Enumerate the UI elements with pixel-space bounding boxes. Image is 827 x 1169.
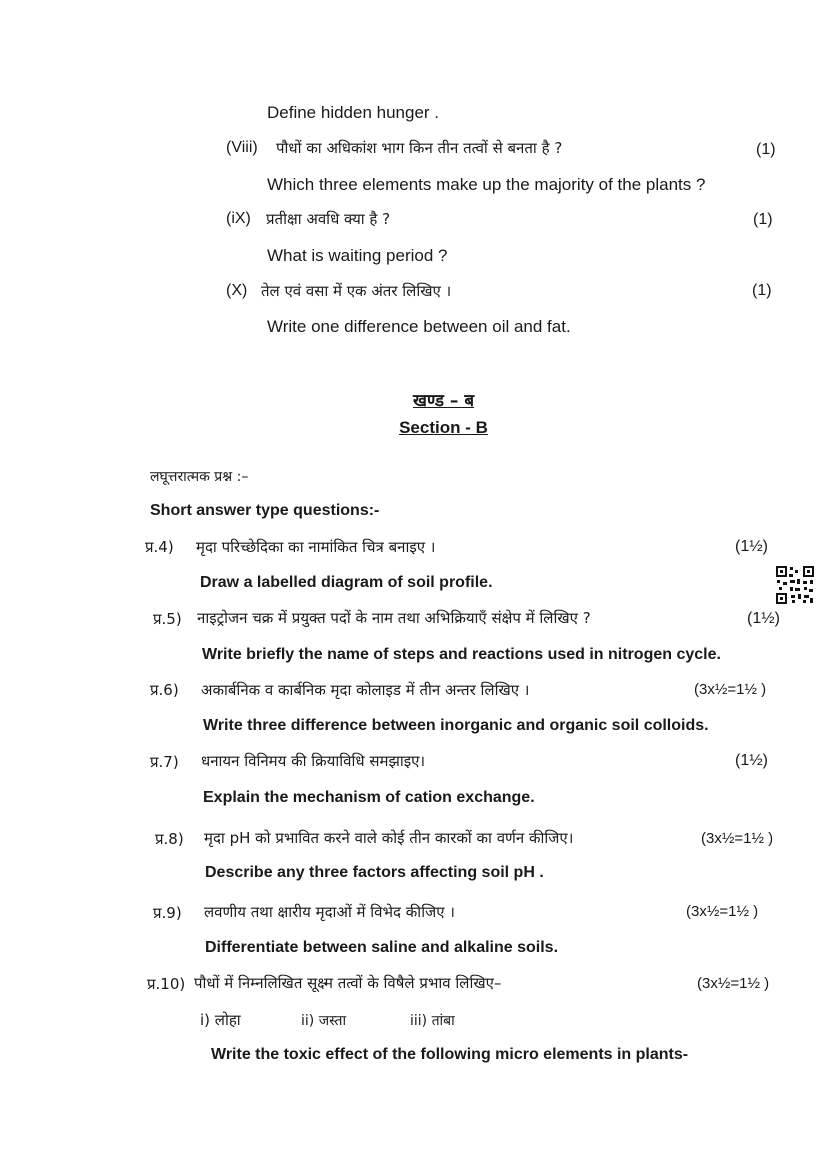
q9-marks: (3x½=1½ ) [686, 903, 759, 920]
q10-marks: (3x½=1½ ) [697, 975, 770, 992]
q8-hindi: मृदा pH को प्रभावित करने वाले कोई तीन कारकों का वर्णन कीजिए। [204, 829, 574, 847]
q-x-number: (X) [226, 282, 248, 299]
q-x-marks: (1) [752, 282, 772, 299]
q4-hindi: मृदा परिच्छेदिका का नामांकित चित्र बनाइए । [196, 538, 436, 556]
section-b-title-hindi: खण्ड – ब [412, 391, 475, 411]
q7-number: प्र.7) [150, 753, 179, 771]
q-vii-english: Define hidden hunger . [267, 103, 440, 122]
q10-option-copper: iii) तांबा [410, 1013, 455, 1029]
q6-number: प्र.6) [150, 681, 179, 699]
q-viii-english: Which three elements make up the majority of the plants ? [267, 175, 706, 194]
q-ix-hindi: प्रतीक्षा अवधि क्या है ? [266, 210, 391, 228]
q4-number: प्र.4) [145, 538, 174, 556]
q4-marks: (1½) [735, 538, 768, 555]
q-ix-english: What is waiting period ? [267, 246, 448, 265]
q-viii-hindi: पौधों का अधिकांश भाग किन तीन तत्वों से बनता है ? [276, 139, 563, 157]
q-ix-marks: (1) [753, 211, 773, 228]
subhead-hindi: लघूत्तरात्मक प्रश्न :– [150, 469, 249, 485]
q-ix-number: (iX) [226, 210, 251, 227]
q10-number: प्र.10) [147, 975, 186, 993]
q10-hindi: पौधों में निम्नलिखित सूक्ष्म तत्वों के विषैले प्रभाव लिखिए– [194, 974, 502, 992]
qr-code-icon [775, 565, 815, 605]
q5-number: प्र.5) [153, 610, 182, 628]
q6-hindi: अकार्बनिक व कार्बनिक मृदा कोलाइड में तीन अन्तर लिखिए । [201, 681, 530, 699]
q9-hindi: लवणीय तथा क्षारीय मृदाओं में विभेद कीजिए । [204, 903, 455, 921]
q-x-hindi: तेल एवं वसा में एक अंतर लिखिए । [261, 282, 452, 300]
q9-english: Differentiate between saline and alkaline soils. [205, 939, 559, 956]
q7-hindi: धनायन विनिमय की क्रियाविधि समझाइए। [201, 752, 426, 770]
q-viii-number: (Viii) [226, 139, 258, 156]
q10-option-iron: i) लोहा [200, 1011, 241, 1029]
section-b-title-english: Section - B [399, 418, 488, 437]
q6-marks: (3x½=1½ ) [694, 681, 767, 698]
q-x-english: Write one difference between oil and fat. [267, 317, 571, 336]
q-viii-marks: (1) [756, 141, 776, 158]
q10-english: Write the toxic effect of the following micro elements in plants- [211, 1046, 689, 1063]
q5-hindi: नाइट्रोजन चक्र में प्रयुक्त पदों के नाम तथा अभिक्रियाएँ संक्षेप में लिखिए ? [197, 609, 591, 627]
q9-number: प्र.9) [153, 904, 182, 922]
q8-marks: (3x½=1½ ) [701, 830, 774, 847]
q4-english: Draw a labelled diagram of soil profile. [200, 574, 493, 591]
q6-english: Write three difference between inorganic and organic soil colloids. [203, 717, 709, 734]
q7-marks: (1½) [735, 752, 768, 769]
q7-english: Explain the mechanism of cation exchange. [203, 789, 535, 806]
q10-option-zinc: ii) जस्ता [301, 1013, 347, 1029]
q8-number: प्र.8) [155, 830, 184, 848]
subhead-english: Short answer type questions:- [150, 502, 380, 519]
q5-english: Write briefly the name of steps and reactions used in nitrogen cycle. [202, 646, 721, 663]
q8-english: Describe any three factors affecting soil pH . [205, 864, 544, 881]
q5-marks: (1½) [747, 610, 780, 627]
